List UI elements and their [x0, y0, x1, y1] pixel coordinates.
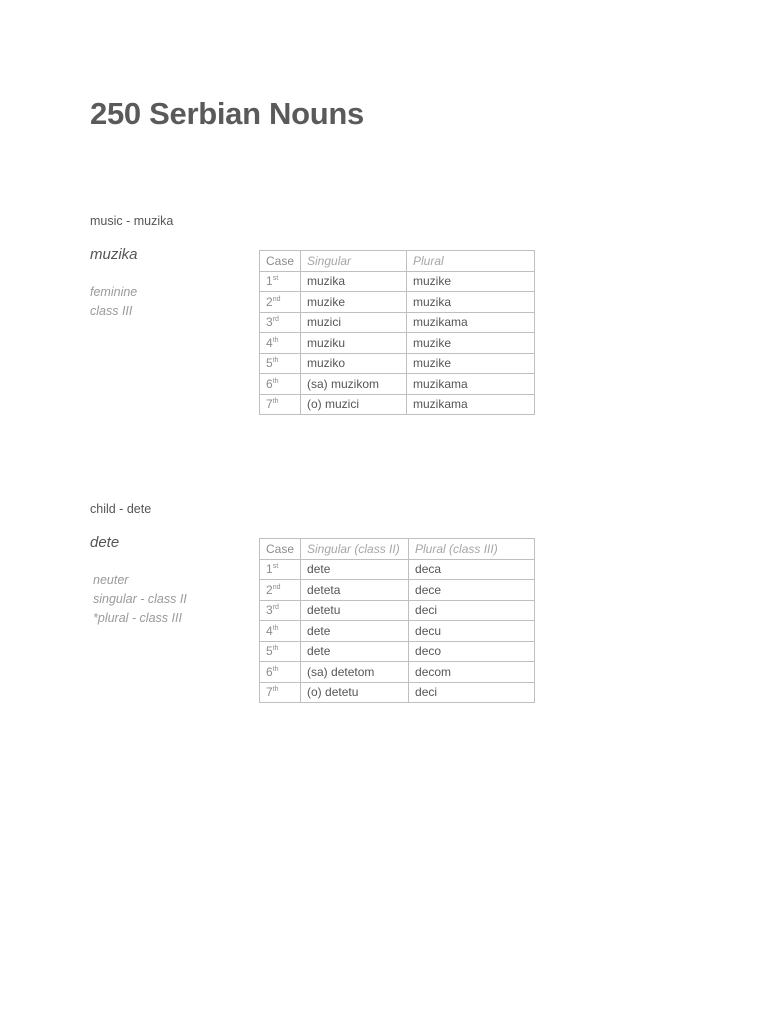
case-cell	[260, 374, 301, 395]
plural-cell: deci	[409, 600, 535, 621]
case-ordinal-suffix: th	[272, 624, 279, 632]
grammar-notes-muzika	[90, 283, 137, 321]
case-cell	[260, 394, 301, 415]
plural-cell: muzika	[407, 292, 535, 313]
case-cell	[260, 682, 301, 703]
case-number: 1	[266, 562, 273, 577]
case-cell	[260, 292, 301, 313]
case-ordinal-suffix: nd	[272, 295, 281, 303]
table-row	[260, 580, 535, 601]
entry-label-child: child - dete	[90, 502, 152, 516]
grammar-notes-dete	[93, 571, 187, 628]
plural-cell: decu	[409, 621, 535, 642]
singular-class-note: singular - class II	[93, 592, 187, 606]
headword-muzika: muzika	[90, 246, 138, 263]
plural-class-note: *plural - class III	[93, 611, 182, 625]
gender-note: feminine	[90, 285, 138, 299]
singular-cell: muzika	[301, 271, 407, 292]
singular-cell: muzike	[301, 292, 407, 313]
case-ordinal-suffix: rd	[272, 604, 279, 612]
plural-cell: decom	[409, 662, 535, 683]
case-cell	[260, 333, 301, 354]
case-number: 1	[266, 274, 273, 289]
table-row	[260, 662, 535, 683]
case-ordinal-suffix: nd	[272, 583, 281, 591]
case-ordinal-suffix: th	[272, 357, 279, 365]
case-cell	[260, 621, 301, 642]
plural-cell: muzikama	[407, 312, 535, 333]
entry-label-music: music - muzika	[90, 214, 174, 228]
case-ordinal-suffix: th	[272, 377, 279, 385]
table-row	[260, 394, 535, 415]
singular-cell: dete	[301, 621, 409, 642]
plural-cell: muzike	[407, 353, 535, 374]
case-cell	[260, 641, 301, 662]
table-header-row	[260, 539, 535, 560]
table-row	[260, 333, 535, 354]
header-case: Case	[260, 251, 301, 272]
table-row	[260, 353, 535, 374]
singular-cell: muziko	[301, 353, 407, 374]
table-row	[260, 292, 535, 313]
case-cell	[260, 580, 301, 601]
case-ordinal-suffix: th	[272, 645, 279, 653]
case-number: 6	[266, 376, 273, 391]
declension-table-dete	[259, 538, 535, 703]
plural-cell: muzikama	[407, 374, 535, 395]
plural-cell: muzike	[407, 271, 535, 292]
case-number: 2	[266, 294, 273, 309]
case-number: 7	[266, 397, 273, 412]
table-row	[260, 682, 535, 703]
plural-cell: muzikama	[407, 394, 535, 415]
plural-cell: deca	[409, 559, 535, 580]
table-row	[260, 374, 535, 395]
singular-cell: (sa) muzikom	[301, 374, 407, 395]
plural-cell: deco	[409, 641, 535, 662]
table-row	[260, 621, 535, 642]
case-number: 2	[266, 582, 273, 597]
plural-cell: muzike	[407, 333, 535, 354]
table-row	[260, 641, 535, 662]
case-number: 3	[266, 603, 273, 618]
singular-cell: dete	[301, 559, 409, 580]
gender-note: neuter	[93, 573, 129, 587]
case-number: 5	[266, 644, 273, 659]
header-case: Case	[260, 539, 301, 560]
case-ordinal-suffix: st	[272, 275, 279, 283]
case-cell	[260, 600, 301, 621]
header-singular: Singular (class II)	[301, 539, 409, 560]
table-row	[260, 312, 535, 333]
page-title: 250 Serbian Nouns	[90, 96, 364, 131]
table-header-row	[260, 251, 535, 272]
case-cell	[260, 271, 301, 292]
headword-dete: dete	[90, 534, 120, 551]
singular-cell: (o) muzici	[301, 394, 407, 415]
singular-cell: deteta	[301, 580, 409, 601]
class-note: class III	[90, 304, 133, 318]
singular-cell: muzici	[301, 312, 407, 333]
plural-cell: deci	[409, 682, 535, 703]
case-ordinal-suffix: th	[272, 686, 279, 694]
case-number: 6	[266, 664, 273, 679]
case-number: 4	[266, 623, 273, 638]
header-plural: Plural	[407, 251, 535, 272]
singular-cell: muziku	[301, 333, 407, 354]
header-plural: Plural (class III)	[409, 539, 535, 560]
header-singular: Singular	[301, 251, 407, 272]
singular-cell: detetu	[301, 600, 409, 621]
case-ordinal-suffix: th	[272, 665, 279, 673]
case-ordinal-suffix: st	[272, 563, 279, 571]
case-cell	[260, 662, 301, 683]
case-ordinal-suffix: th	[272, 398, 279, 406]
case-cell	[260, 559, 301, 580]
table-row	[260, 271, 535, 292]
singular-cell: (sa) detetom	[301, 662, 409, 683]
case-cell	[260, 353, 301, 374]
case-ordinal-suffix: rd	[272, 316, 279, 324]
case-number: 3	[266, 315, 273, 330]
singular-cell: (o) detetu	[301, 682, 409, 703]
plural-cell: dece	[409, 580, 535, 601]
declension-table-muzika	[259, 250, 535, 415]
table-row	[260, 559, 535, 580]
case-number: 4	[266, 335, 273, 350]
table-row	[260, 600, 535, 621]
case-ordinal-suffix: th	[272, 336, 279, 344]
case-number: 7	[266, 685, 273, 700]
singular-cell: dete	[301, 641, 409, 662]
case-cell	[260, 312, 301, 333]
case-number: 5	[266, 356, 273, 371]
